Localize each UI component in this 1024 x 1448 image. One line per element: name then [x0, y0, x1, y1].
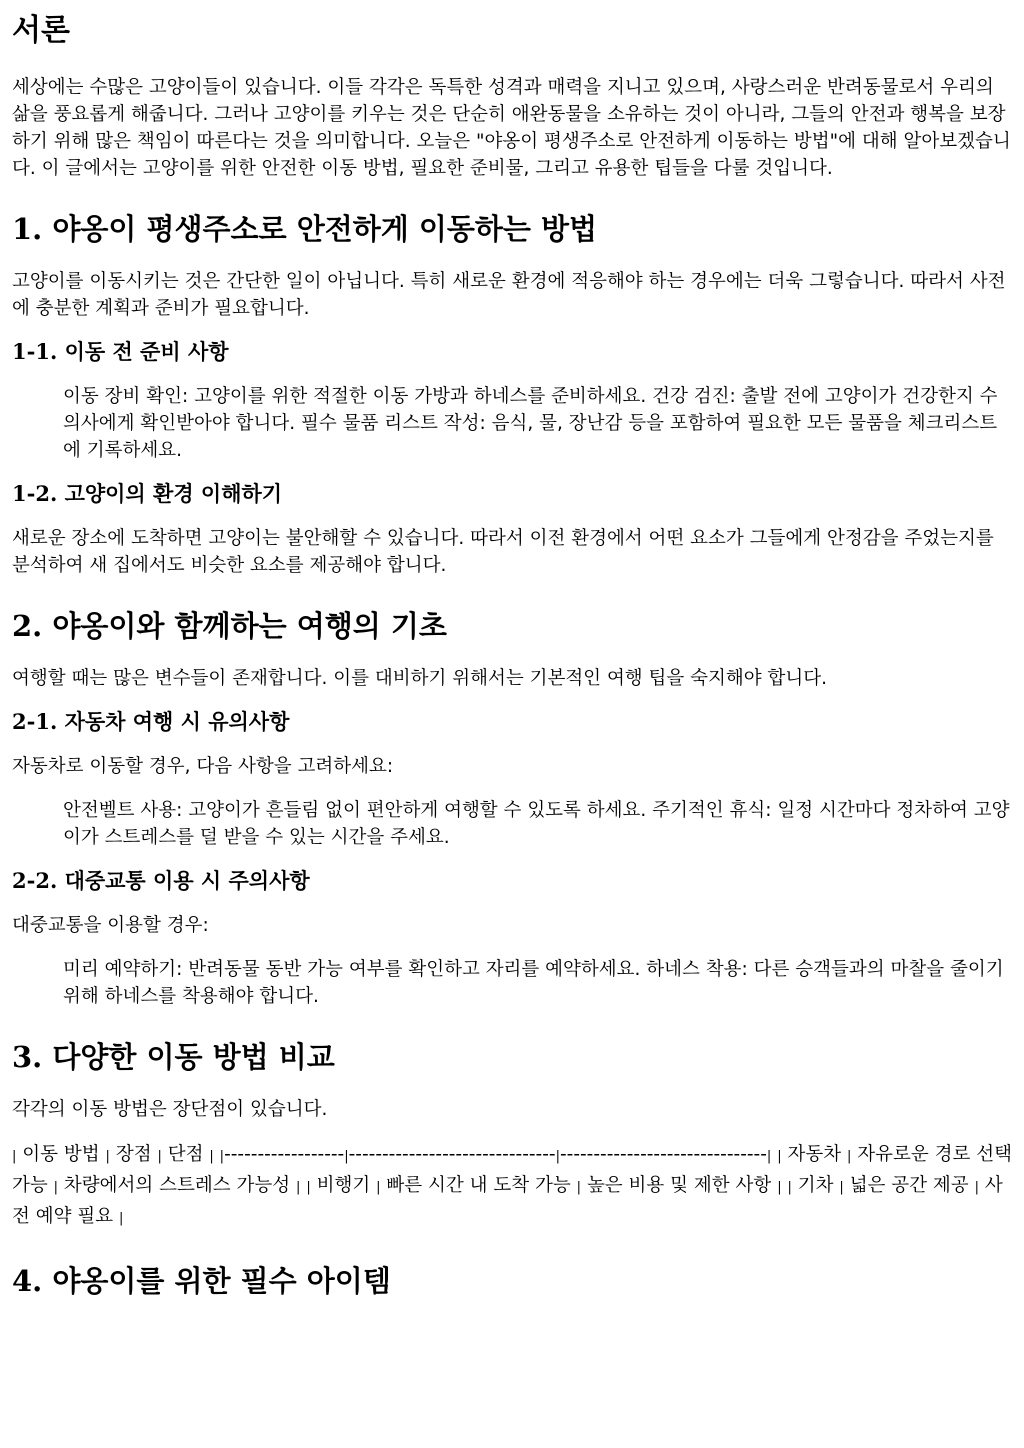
section-2-2-quote: 미리 예약하기: 반려동물 동반 가능 여부를 확인하고 자리를 예약하세요. 하네스 착용: 다른 승객들과의 마찰을 줄이기 위해 하네스를 착용해야 합니다. — [63, 959, 1004, 1007]
table-cell: 자유로운 경로 선택 가능 — [12, 1144, 1013, 1196]
subsection-title: 자동차 여행 시 유의사항 — [64, 710, 290, 734]
table-cell: 사전 예약 필요 — [12, 1175, 1003, 1227]
section-2-heading — [12, 608, 1012, 644]
subsection-number: 1-2. — [12, 481, 58, 506]
section-number: 3. — [12, 1040, 43, 1074]
table-cell: 빠른 시간 내 도착 가능 — [386, 1175, 571, 1196]
section-4-heading — [12, 1263, 1012, 1299]
raw-markdown-table: | 이동 방법 | 장점 | 단점 | |------------------|-------------------------------|-------------------------------| | 자동차 | 자유로운 경로 선택 가능 | 차량에서의 스트레스 가능성 | | 비행기 | 빠른 시간 내 도착 가능 | 높은 비용 및 제한 사항 | | 기차 | 넓은 공간 제공 | 사전 예약 필요 | — [12, 1144, 1013, 1227]
section-title: 다양한 이동 방법 비교 — [52, 1040, 335, 1074]
section-1-1-heading — [12, 338, 1012, 366]
table-cell: 자동차 — [787, 1144, 842, 1165]
table-header-cell: 단점 — [167, 1144, 204, 1165]
section-2-1-quote: 안전벨트 사용: 고양이가 흔들림 없이 편안하게 여행할 수 있도록 하세요. 주기적인 휴식: 일정 시간마다 정차하여 고양이가 스트레스를 덜 받을 수 있는 시간을 주세요. — [63, 800, 1010, 848]
section-number: 1. — [12, 212, 43, 246]
section-1-1-quote: 이동 장비 확인: 고양이를 위한 적절한 이동 가방과 하네스를 준비하세요. 건강 검진: 출발 전에 고양이가 건강한지 수의사에게 확인받아야 합니다. 필수 물품 리스트 작성: 음식, 물, 장난감 등을 포함하여 필요한 모든 물품을 체크리스트에 기록하세요. — [63, 386, 998, 461]
table-cell: 차량에서의 스트레스 가능성 — [63, 1175, 291, 1196]
table-cell: 높은 비용 및 제한 사항 — [586, 1175, 772, 1196]
section-3-heading — [12, 1039, 1012, 1075]
table-separator-cell: ------------------ — [224, 1144, 345, 1165]
table-separator-cell: ------------------------------- — [348, 1144, 556, 1165]
section-1-paragraph: 고양이를 이동시키는 것은 간단한 일이 아닙니다. 특히 새로운 환경에 적응해야 하는 경우에는 더욱 그렇습니다. 따라서 사전에 충분한 계획과 준비가 필요합니다. — [12, 271, 1006, 319]
intro-paragraph: 세상에는 수많은 고양이들이 있습니다. 이들 각각은 독특한 성격과 매력을 지니고 있으며, 사랑스러운 반려동물로서 우리의 삶을 풍요롭게 해줍니다. 그러나 고양이를 키우는 것은 단순히 애완동물을 소유하는 것이 아니라, 그들의 안전과 행복을 보장하기 위해 많은 책임이 따른다는 것을 의미합니다. 오늘은 "야옹이 평생주소로 안전하게 이동하는 방법"에 대해 알아보겠습니다. 이 글에서는 고양이를 위한 안전한 이동 방법, 필요한 준비물, 그리고 유용한 팁들을 다룰 것입니다. — [12, 77, 1011, 179]
section-2-paragraph: 여행할 때는 많은 변수들이 존재합니다. 이를 대비하기 위해서는 기본적인 여행 팁을 숙지해야 합니다. — [12, 668, 828, 689]
section-number: 4. — [12, 1264, 43, 1298]
subsection-number: 2-2. — [12, 868, 58, 893]
section-1-2-heading — [12, 480, 1012, 508]
table-header-cell: 이동 방법 — [22, 1144, 100, 1165]
section-title: 야옹이와 함께하는 여행의 기초 — [52, 609, 447, 643]
table-header-cell: 장점 — [115, 1144, 152, 1165]
subsection-number: 1-1. — [12, 339, 58, 364]
table-separator-cell: ------------------------------- — [559, 1144, 767, 1165]
subsection-number: 2-1. — [12, 709, 58, 734]
section-title: 야옹이를 위한 필수 아이템 — [52, 1264, 391, 1298]
section-number: 2. — [12, 609, 43, 643]
subsection-title: 고양이의 환경 이해하기 — [64, 482, 283, 506]
table-cell: 기차 — [797, 1175, 834, 1196]
intro-heading: 서론 — [12, 13, 70, 48]
section-2-2-paragraph: 대중교통을 이용할 경우: — [12, 915, 209, 936]
section-2-1-heading — [12, 708, 1012, 736]
section-2-1-paragraph: 자동차로 이동할 경우, 다음 사항을 고려하세요: — [12, 756, 394, 777]
section-3-paragraph: 각각의 이동 방법은 장단점이 있습니다. — [12, 1099, 328, 1120]
subsection-title: 이동 전 준비 사항 — [64, 340, 229, 364]
section-1-2-paragraph: 새로운 장소에 도착하면 고양이는 불안해할 수 있습니다. 따라서 이전 환경에서 어떤 요소가 그들에게 안정감을 주었는지를 분석하여 새 집에서도 비슷한 요소를 제공해야 합니다. — [12, 528, 994, 576]
table-cell: 넓은 공간 제공 — [849, 1175, 969, 1196]
section-2-2-heading — [12, 867, 1012, 895]
section-title: 야옹이 평생주소로 안전하게 이동하는 방법 — [52, 212, 598, 246]
table-cell: 비행기 — [316, 1175, 371, 1196]
section-1-heading — [12, 211, 1012, 247]
subsection-title: 대중교통 이용 시 주의사항 — [64, 869, 310, 893]
